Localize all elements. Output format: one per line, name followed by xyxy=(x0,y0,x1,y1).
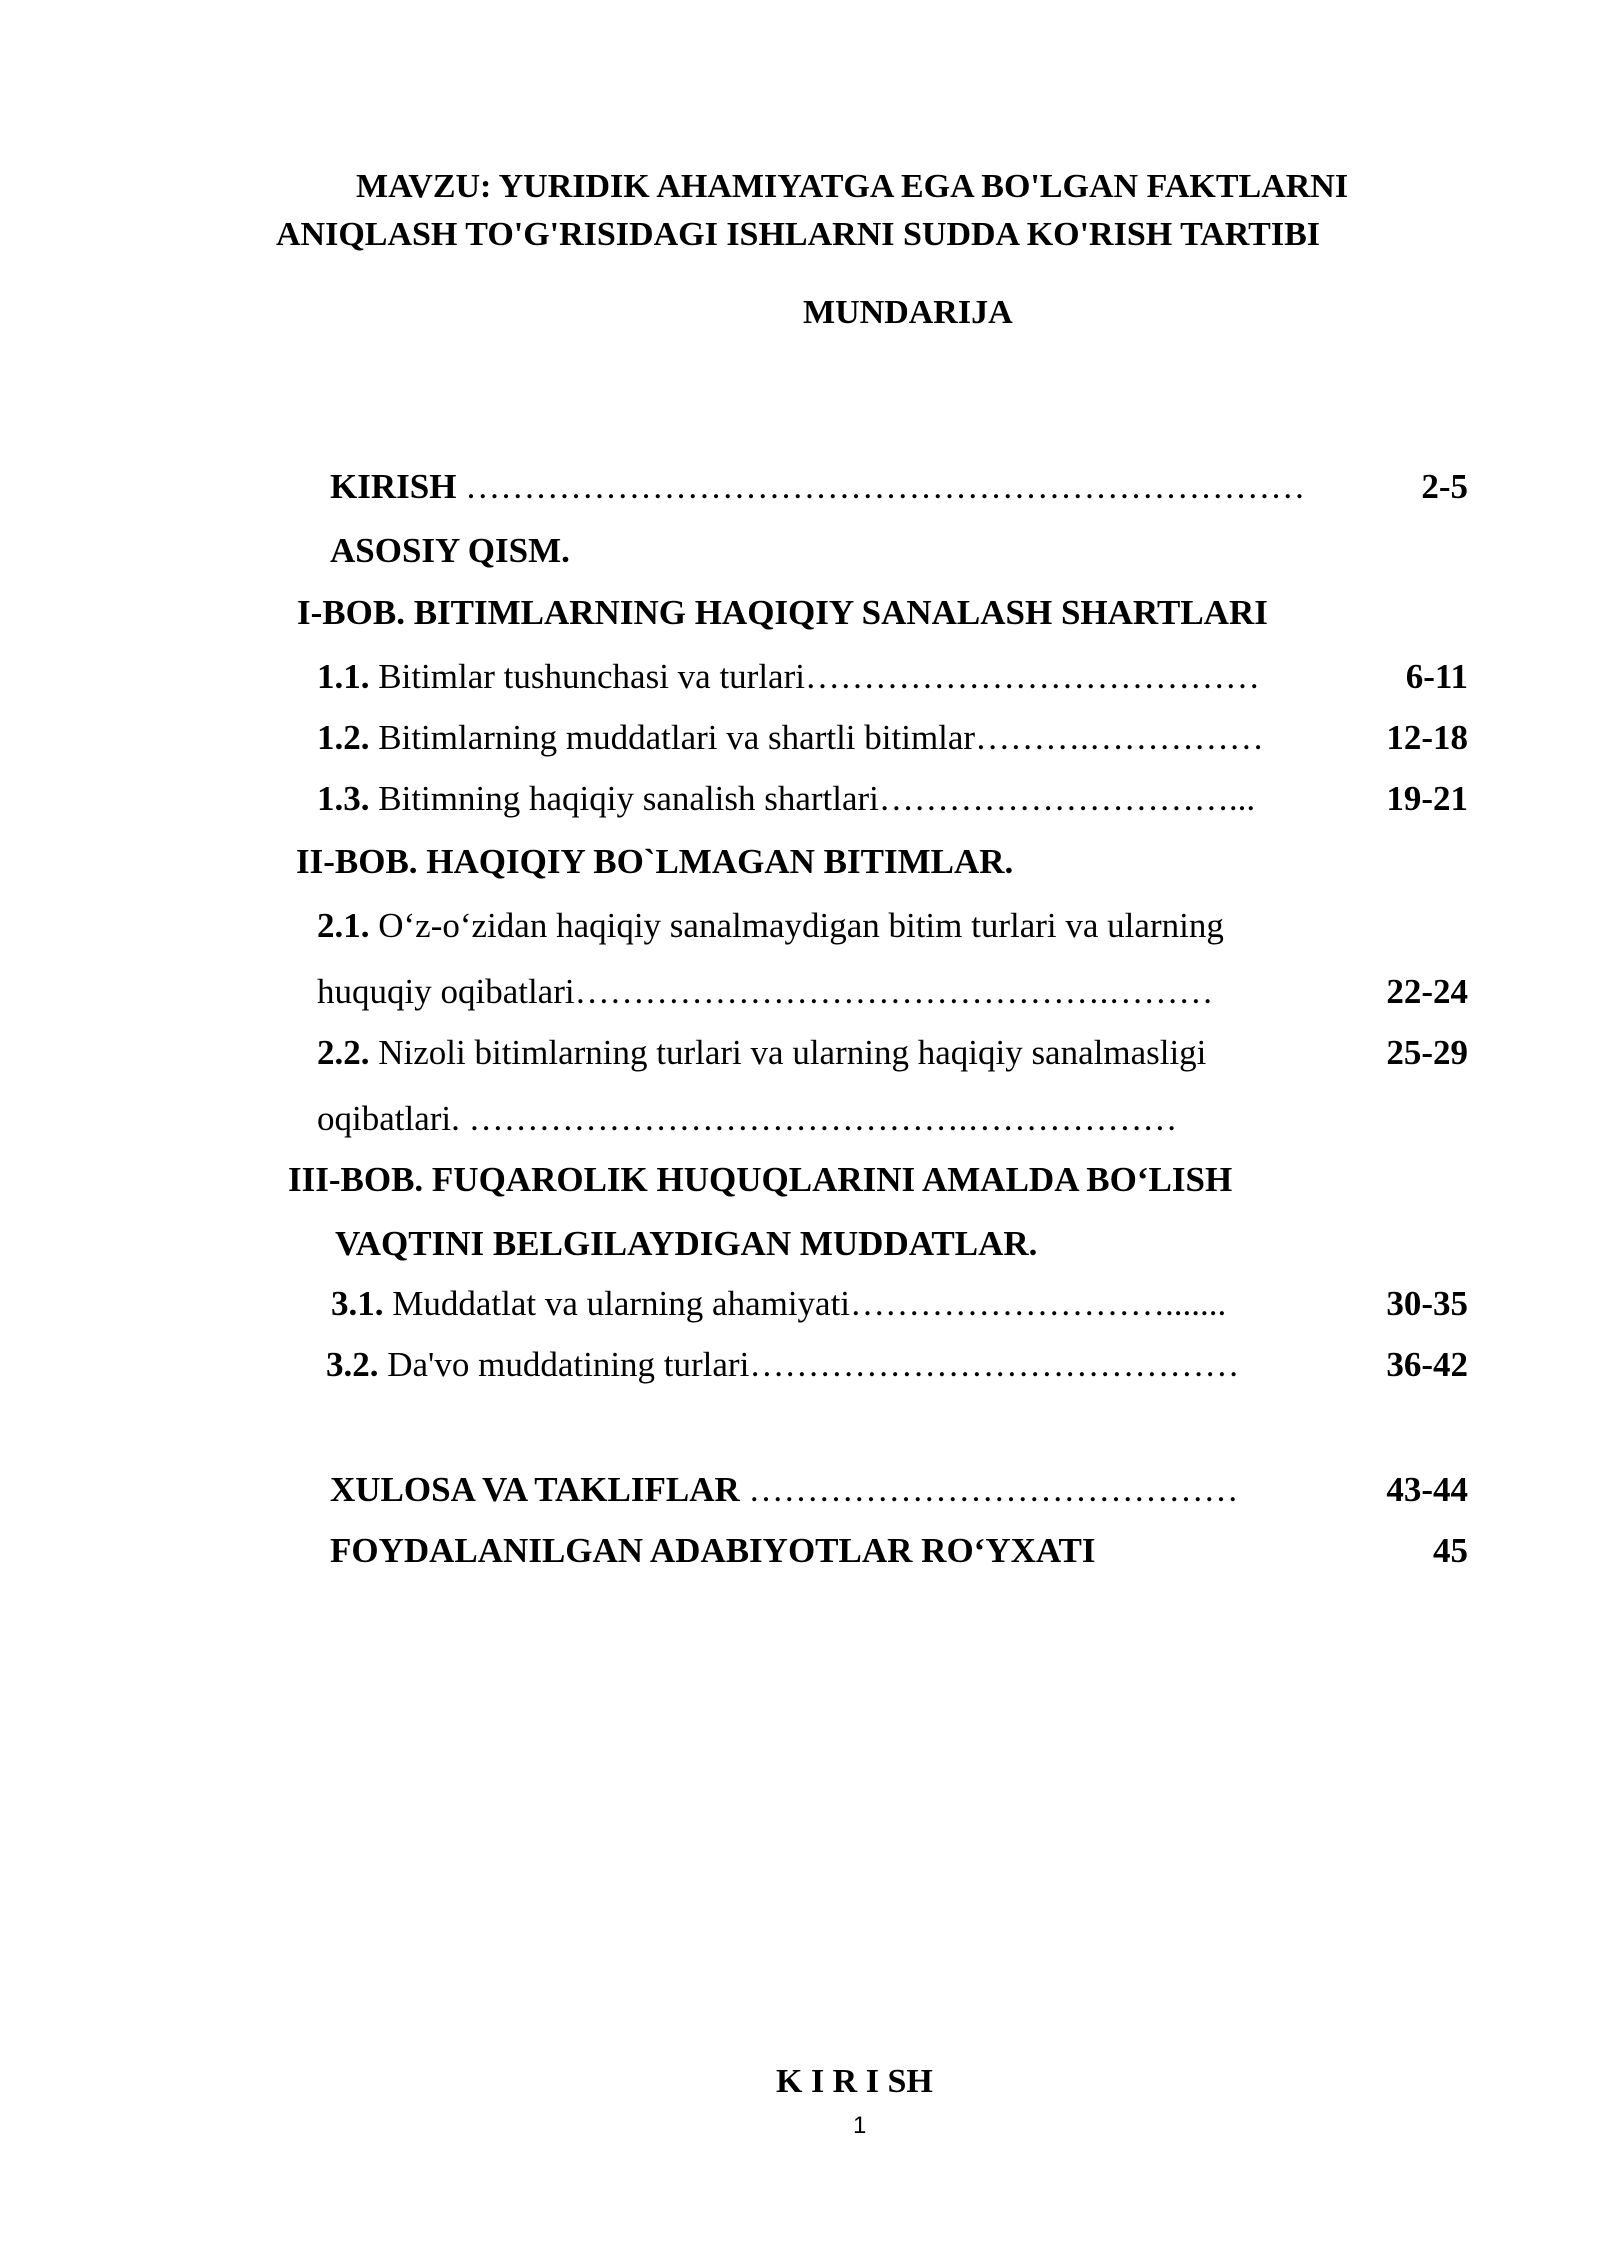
toc-section-number: 2.2. xyxy=(317,1033,370,1072)
toc-entry-xulosa xyxy=(330,1470,1239,1510)
toc-section-text: Bitimlar tushunchasi va turlari………………………………… xyxy=(369,657,1260,696)
toc-section-3-1 xyxy=(331,1284,1226,1324)
toc-leader-dots: ……………………………………………………………… xyxy=(456,467,1306,506)
toc-section-text: Bitimlarning muddatlari va shartli bitimlar……….…………… xyxy=(369,718,1264,757)
toc-page-xulosa: 43-44 xyxy=(1386,1470,1468,1509)
toc-page-3-2: 36-42 xyxy=(1386,1345,1468,1384)
toc-leader-dots: …………………………………… xyxy=(739,1470,1239,1509)
toc-page-adabiyotlar: 45 xyxy=(1433,1531,1468,1570)
toc-section-text: Da'vo muddatining turlari…………………………………… xyxy=(378,1345,1240,1384)
toc-section-1-3 xyxy=(317,779,1255,819)
document-title-line-2: ANIQLASH TO'G'RISIDAGI ISHLARNI SUDDA KO'RISH TARTIBI xyxy=(276,216,1320,253)
toc-page-1-1: 6-11 xyxy=(1405,657,1468,696)
toc-section-number: 1.1. xyxy=(317,657,370,696)
toc-chapter-1: I-BOB. BITIMLARNING HAQIQIY SANALASH SHARTLARI xyxy=(297,593,1268,632)
page-number: 1 xyxy=(853,2112,867,2139)
toc-page-3-1: 30-35 xyxy=(1386,1284,1468,1323)
toc-section-text: Bitimning haqiqiy sanalish shartlari…………………………... xyxy=(369,779,1256,818)
toc-page-kirish: 2-5 xyxy=(1421,467,1468,506)
toc-entry-label: XULOSA VA TAKLIFLAR xyxy=(330,1470,740,1509)
toc-page-2-1: 22-24 xyxy=(1386,972,1468,1011)
toc-section-2-2-continued: oqibatlari. …………………………………….……………… xyxy=(317,1099,1178,1138)
toc-section-number: 1.3. xyxy=(317,779,370,818)
toc-entry-adabiyotlar: FOYDALANILGAN ADABIYOTLAR RO‘YXATI xyxy=(330,1531,1096,1570)
toc-section-number: 1.2. xyxy=(317,718,370,757)
toc-section-number: 3.2. xyxy=(326,1345,379,1384)
toc-section-text: O‘z-o‘zidan haqiqiy sanalmaydigan bitim turlari va ularning xyxy=(369,906,1224,945)
document-title-line-1: MAVZU: YURIDIK AHAMIYATGA EGA BO'LGAN FAKTLARNI xyxy=(356,168,1349,205)
section-heading-kirish: K I R I SH xyxy=(776,2063,933,2100)
toc-chapter-3-line-1: III-BOB. FUQAROLIK HUQUQLARINI AMALDA BO‘LISH xyxy=(288,1160,1233,1199)
toc-section-3-2 xyxy=(326,1345,1239,1385)
toc-section-text: Nizoli bitimlarning turlari va ularning haqiqiy sanalmasligi xyxy=(369,1033,1207,1072)
toc-section-number: 2.1. xyxy=(317,906,370,945)
toc-page-1-2: 12-18 xyxy=(1386,718,1468,757)
toc-page-2-2: 25-29 xyxy=(1386,1033,1468,1072)
toc-section-number: 3.1. xyxy=(331,1284,384,1323)
toc-section-2-1 xyxy=(317,906,1224,946)
toc-entry-label: KIRISH xyxy=(330,467,457,506)
toc-entry-asosiy-qism: ASOSIY QISM. xyxy=(330,531,570,570)
toc-section-1-1 xyxy=(317,657,1260,697)
toc-entry-kirish xyxy=(330,467,1305,507)
toc-chapter-3-line-2: VAQTINI BELGILAYDIGAN MUDDATLAR. xyxy=(335,1224,1038,1263)
toc-section-text: Muddatlat va ularning ahamiyati………………………....... xyxy=(383,1284,1227,1323)
toc-section-2-2 xyxy=(317,1033,1206,1073)
toc-chapter-2: II-BOB. HAQIQIY BO`LMAGAN BITIMLAR. xyxy=(296,842,1014,881)
toc-section-2-1-continued: huquqiy oqibatlari……………………………………….……… xyxy=(317,972,1214,1011)
toc-section-1-2 xyxy=(317,718,1264,758)
toc-heading: MUNDARIJA xyxy=(803,294,1013,331)
toc-page-1-3: 19-21 xyxy=(1386,779,1468,818)
